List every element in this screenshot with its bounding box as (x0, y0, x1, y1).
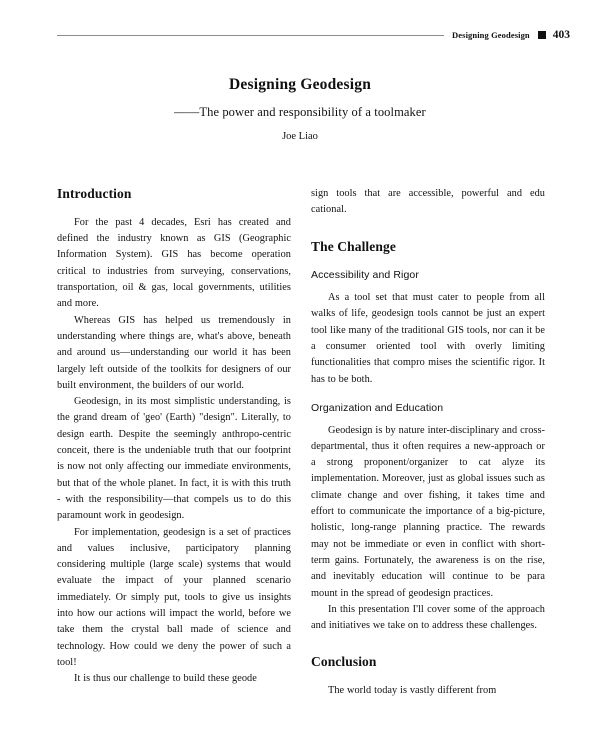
page-number: 403 (552, 29, 570, 41)
paragraph: Geodesign, in its most simplistic understanding, is the grand dream of 'geo' (Earth) "design". Literally, to design earth. Despite the seemingly anthropo-centric conceit, there is the undeniable truth that our footprint is now not only affecting our immediate environments, but that of the whole planet. In fact, it is with this truth - with the responsibility—that compels us to do this paramount work in geodesign. (57, 396, 291, 522)
paragraph: For implementation, geodesign is a set of practices and values inclusive, participatory planning considering multiple (large scale) systems that would evaluate the impact of your planned scenario immediately. Or simply put, tools to give us insights into how our actions will impact the world, before we take them the crystal ball made of science and technology. How could we deny the power of such a tool! (57, 526, 291, 668)
article-author: Joe Liao (282, 130, 318, 142)
paragraph: As a tool set that must cater to people from all walks of life, geodesign tools cannot be just an expert tool like many of the traditional GIS tools, nor can it be a consumer oriented tool with overly limiting functionalities that compro mises the scientific rigor. It has to be both. (311, 292, 545, 385)
paragraph: Whereas GIS has helped us tremendously in understanding where things are, what's above, beneath and around us—understanding our world it has been largely left outside of the toolkits for designers of our built environment, the builders of our world. (57, 314, 291, 391)
paragraph: The world today is vastly different from (328, 685, 497, 697)
square-marker-icon (538, 31, 546, 39)
running-header (57, 26, 570, 44)
right-column (311, 186, 545, 738)
paragraph: It is thus our challenge to build these geode (74, 673, 257, 685)
section-heading-the-challenge: The Challenge (311, 238, 396, 254)
article-title: Designing Geodesign (228, 76, 372, 93)
paragraph: In this presentation I'll cover some of the approach and initiatives we take on to address these challenges. (311, 603, 545, 632)
section-heading-conclusion: Conclusion (311, 654, 377, 670)
body-columns (57, 186, 545, 738)
article-subtitle: ——The power and responsibility of a toolmaker (174, 104, 426, 119)
paragraph-continuation: sign tools that are accessible, powerful and edu cational. (311, 188, 545, 216)
header-rule (57, 35, 444, 36)
running-header-title: Designing Geodesign (452, 30, 530, 40)
subsection-heading-organization-and-education: Organization and Education (311, 401, 444, 414)
subsection-heading-accessibility-and-rigor: Accessibility and Rigor (311, 269, 419, 282)
title-block (57, 76, 543, 143)
paragraph: Geodesign is by nature inter-disciplinary and cross-departmental, thus it often requires a new-approach or a strong proponent/organizer to cat alyze its implementation. Moreover, just as global issues such as climate change and over fishing, it takes time and effort to communicate the importance of a big-picture, holistic, long-range planning practice. The rewards may not be immediate or even in conflict with short-term gains. Fortunately, the awareness is on the rise, and inevitably education will continue to be para mount in the spread of geodesign practices. (311, 424, 545, 599)
section-heading-introduction: Introduction (57, 186, 132, 201)
paragraph: For the past 4 decades, Esri has created and defined the industry known as GIS (Geographic Information System). GIS has become operation critical to industries from surveying, conservations, transportation, oil & gas, local governments, utilities and more. (57, 216, 291, 310)
left-column (57, 186, 291, 738)
